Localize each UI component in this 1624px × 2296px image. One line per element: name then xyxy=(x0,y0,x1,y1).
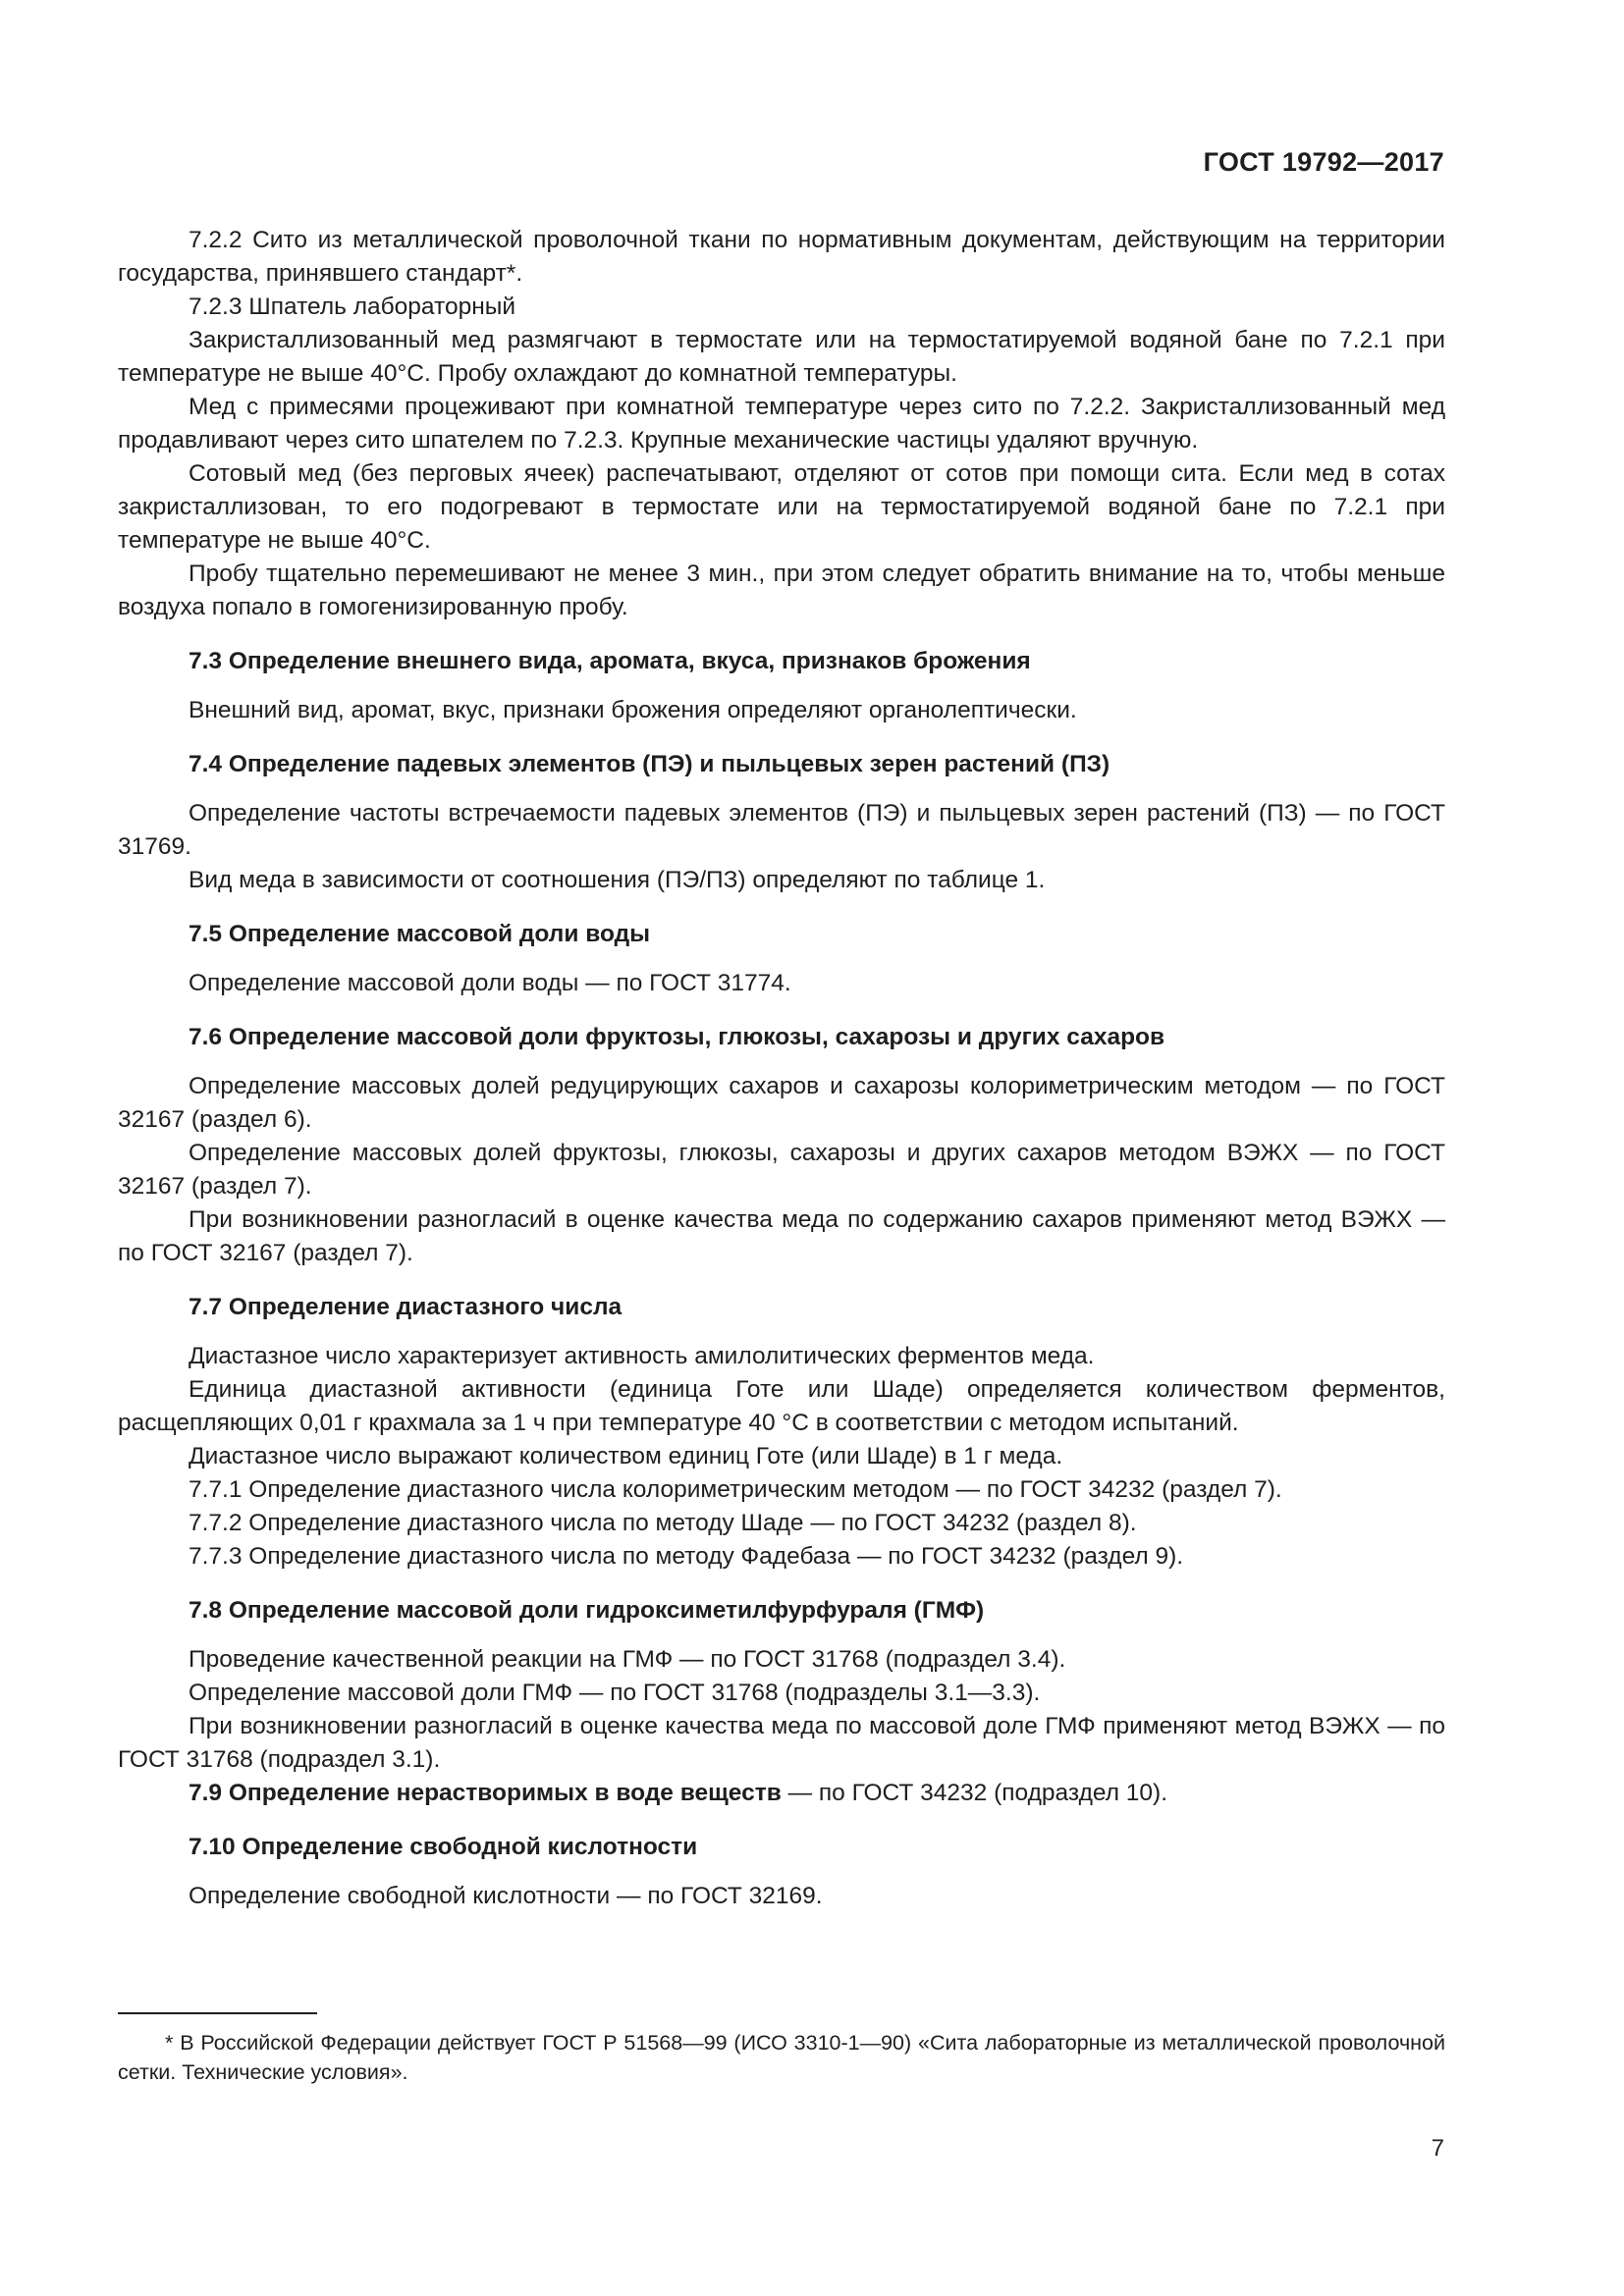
page-number: 7 xyxy=(1431,2135,1444,2162)
clause-7-9-reference: — по ГОСТ 34232 (подраздел 10). xyxy=(781,1780,1168,1806)
paragraph-crystallized-honey: Закристаллизованный мед размягчают в термостате или на термостатируемой водяной бане по 7.2.1 при температуре не выше 40°С. Пробу охлаждают до комнатной температуры. xyxy=(118,327,1445,387)
clause-7-7-2: 7.7.2 Определение диастазного числа по методу Шаде — по ГОСТ 34232 (раздел 8). xyxy=(189,1510,1137,1536)
paragraph-7-3: Внешний вид, аромат, вкус, признаки брожения определяют органолептически. xyxy=(189,697,1077,723)
footnote-divider xyxy=(118,2012,317,2014)
document-code-header: ГОСТ 19792—2017 xyxy=(1203,147,1444,177)
heading-7-7: 7.7 Определение диастазного числа xyxy=(189,1294,623,1320)
paragraph-7-4-a: Определение частоты встречаемости падевых элементов (ПЭ) и пыльцевых зерен растений (ПЗ) — по ГОСТ 31769. xyxy=(118,800,1445,860)
heading-7-9: 7.9 Определение нерастворимых в воде веществ xyxy=(189,1780,782,1806)
clause-7-2-2: 7.2.2 Сито из металлической проволочной ткани по нормативным документам, действующим на территории государства, принявшего стандарт*. xyxy=(118,227,1445,287)
heading-7-4: 7.4 Определение падевых элементов (ПЭ) и пыльцевых зерен растений (ПЗ) xyxy=(189,751,1110,777)
paragraph-honey-impurities: Мед с примесями процеживают при комнатной температуре через сито по 7.2.2. Закристаллизованный мед продавливают через сито шпателем по 7.2.3. Крупные механические частицы удаляют вручную. xyxy=(118,394,1445,454)
heading-7-8: 7.8 Определение массовой доли гидроксиметилфурфураля (ГМФ) xyxy=(189,1597,985,1624)
paragraph-7-7-a: Диастазное число характеризует активность амилолитических ферментов меда. xyxy=(189,1343,1095,1369)
paragraph-7-7-b: Единица диастазной активности (единица Готе или Шаде) определяется количеством ферментов, расщепляющих 0,01 г крахмала за 1 ч при температуре 40 °С в соответствии с методом испытаний. xyxy=(118,1376,1445,1436)
clause-7-9 xyxy=(118,1777,1445,1810)
paragraph-7-4-b: Вид меда в зависимости от соотношения (ПЭ/ПЗ) определяют по таблице 1. xyxy=(189,867,1046,893)
paragraph-7-6-b: Определение массовых долей фруктозы, глюкозы, сахарозы и других сахаров методом ВЭЖХ — по ГОСТ 32167 (раздел 7). xyxy=(118,1140,1445,1200)
paragraph-7-6-a: Определение массовых долей редуцирующих сахаров и сахарозы колориметрическим методом — по ГОСТ 32167 (раздел 6). xyxy=(118,1073,1445,1133)
paragraph-7-7-c: Диастазное число выражают количеством единиц Готе (или Шаде) в 1 г меда. xyxy=(189,1443,1063,1469)
document-body xyxy=(118,224,1445,1913)
paragraph-7-8-c: При возникновении разногласий в оценке качества меда по массовой доле ГМФ применяют метод ВЭЖХ — по ГОСТ 31768 (подраздел 3.1). xyxy=(118,1713,1445,1773)
heading-7-6: 7.6 Определение массовой доли фруктозы, глюкозы, сахарозы и других сахаров xyxy=(189,1024,1165,1050)
clause-7-7-3: 7.7.3 Определение диастазного числа по методу Фадебаза — по ГОСТ 34232 (раздел 9). xyxy=(189,1543,1184,1570)
heading-7-3: 7.3 Определение внешнего вида, аромата, вкуса, признаков брожения xyxy=(189,648,1031,674)
heading-7-5: 7.5 Определение массовой доли воды xyxy=(189,921,651,947)
clause-7-7-1: 7.7.1 Определение диастазного числа колориметрическим методом — по ГОСТ 34232 (раздел 7). xyxy=(189,1476,1282,1503)
paragraph-7-5: Определение массовой доли воды — по ГОСТ 31774. xyxy=(189,970,791,996)
clause-7-2-3: 7.2.3 Шпатель лабораторный xyxy=(189,294,516,320)
paragraph-7-8-b: Определение массовой доли ГМФ — по ГОСТ 31768 (подразделы 3.1—3.3). xyxy=(189,1680,1041,1706)
paragraph-7-6-c: При возникновении разногласий в оценке качества меда по содержанию сахаров применяют метод ВЭЖХ — по ГОСТ 32167 (раздел 7). xyxy=(118,1206,1445,1266)
paragraph-comb-honey: Сотовый мед (без перговых ячеек) распечатывают, отделяют от сотов при помощи сита. Если мед в сотах закристаллизован, то его подогревают в термостате или на термостатируемой водяной бане по 7.2.1 при температуре не выше 40°С. xyxy=(118,460,1445,554)
paragraph-sample-mixing: Пробу тщательно перемешивают не менее 3 мин., при этом следует обратить внимание на то, чтобы меньше воздуха попало в гомогенизированную пробу. xyxy=(118,561,1445,620)
paragraph-7-8-a: Проведение качественной реакции на ГМФ — по ГОСТ 31768 (подраздел 3.4). xyxy=(189,1646,1066,1673)
paragraph-7-10: Определение свободной кислотности — по ГОСТ 32169. xyxy=(189,1883,823,1909)
footnote: * В Российской Федерации действует ГОСТ Р 51568—99 (ИСО 3310-1—90) «Сита лабораторные из металлической проволочной сетки. Технические условия». xyxy=(118,2031,1445,2084)
heading-7-10: 7.10 Определение свободной кислотности xyxy=(189,1834,698,1860)
